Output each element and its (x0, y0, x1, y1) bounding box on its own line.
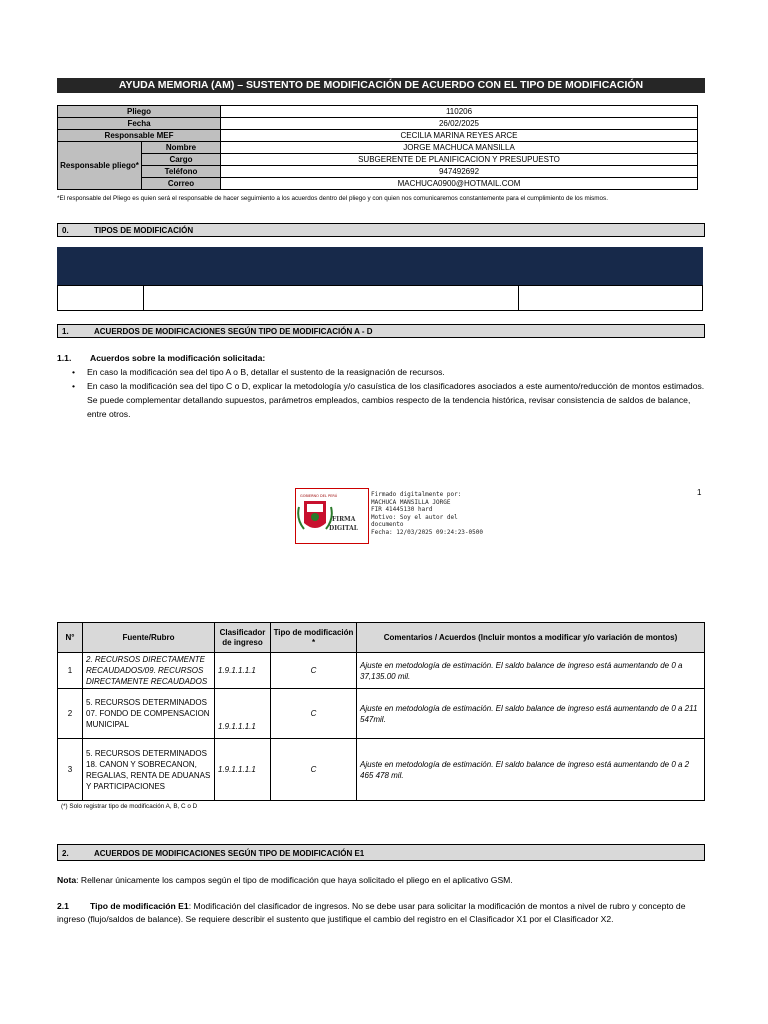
responsible-note: *El responsable del Pliego es quien será el responsable de hacer seguimiento a los acuerdos dentro del pliego y con quien nos comunicaremos constantemente para el cumplimiento de los mismos. (57, 195, 608, 202)
info-table (57, 105, 698, 190)
correo-value: MACHUCA0900@HOTMAIL.COM (221, 178, 698, 190)
digital-signature-text (371, 491, 491, 537)
info-row-resp-mef (58, 130, 698, 142)
row-tipo: C (271, 689, 357, 739)
row-fuente: 5. RECURSOS DETERMINADOS 07. FONDO DE COMPENSACION MUNICIPAL (83, 689, 215, 739)
signature-line: Firmado digitalmente por: (371, 491, 462, 498)
section-1-number: 1. (62, 327, 69, 336)
row-number: 2 (58, 689, 83, 739)
section-2-number: 2. (62, 849, 69, 858)
subsection-1-1-title: Acuerdos sobre la modificación solicitada: (90, 353, 266, 363)
row-number: 1 (58, 653, 83, 689)
telefono-label: Teléfono (142, 166, 221, 178)
pliego-value: 110206 (221, 106, 698, 118)
resp-mef-value: CECILIA MARINA REYES ARCE (221, 130, 698, 142)
info-row-fecha (58, 118, 698, 130)
subsection-2-1-label: Tipo de modificación E1 (90, 901, 189, 911)
table-footnote: (*) Solo registrar tipo de modificación A, B, C o D (61, 803, 198, 810)
row-tipo: C (271, 739, 357, 801)
modification-types-empty-row (57, 285, 703, 311)
column-divider (518, 286, 519, 311)
subsection-2-1-text: : Modificación del clasificador de ingresos. No se debe usar para solicitar la modificación de montos a nivel de rubro y concepto de ingreso (flujo/saldos de balance). Se requiere describir el sustento que justifique el cambio del registro en el Clasificador X1 por el Clasificador X2. (57, 901, 686, 924)
table-header-row (58, 623, 705, 653)
subsection-2-1-number: 2.1 (57, 901, 69, 911)
section-1-title: ACUERDOS DE MODIFICACIONES SEGÚN TIPO DE MODIFICACIÓN A - D (94, 327, 373, 336)
row-clasificador: 1.9.1.1.1.1 (215, 653, 271, 689)
row-clasificador: 1.9.1.1.1.1 (215, 689, 271, 739)
fecha-label: Fecha (58, 118, 221, 130)
info-row-cargo (58, 154, 698, 166)
list-item: • En caso la modificación sea del tipo C o D, explicar la metodología y/o casuística de los clasificadores asociados a este aumento/reducción de montos estimados. Se puede complementar detallando supuestos, parámetros empleados, cambios respecto de la tendencia histórica, revisar consistencia de saldos de balance, entre otros. (57, 379, 705, 421)
nombre-label: Nombre (142, 142, 221, 154)
peru-coat-of-arms-icon (296, 489, 368, 543)
fecha-value: 26/02/2025 (221, 118, 698, 130)
nota-text: : Rellenar únicamente los campos según el tipo de modificación que haya solicitado el pliego en el aplicativo GSM. (76, 875, 513, 885)
info-row-telefono (58, 166, 698, 178)
subsection-1-1-number: 1.1. (57, 353, 72, 363)
page-title: AYUDA MEMORIA (AM) – SUSTENTO DE MODIFICACIÓN DE ACUERDO CON EL TIPO DE MODIFICACIÓN (57, 78, 705, 93)
row-comentario: Ajuste en metodología de estimación. El saldo balance de ingreso está aumentando de 0 a 2 465 478 mil. (357, 739, 705, 801)
modification-types-header-band (57, 247, 703, 285)
nota-label: Nota (57, 875, 77, 885)
logo-firma-text: FIRMA (332, 516, 356, 523)
subsection-1-1-bullets (57, 365, 705, 421)
row-fuente: 2. RECURSOS DIRECTAMENTE RECAUDADOS/09. RECURSOS DIRECTAMENTE RECAUDADOS (83, 653, 215, 689)
section-2-header (57, 844, 705, 861)
subsection-2-1 (57, 900, 705, 926)
subsection-1-1-heading (57, 351, 705, 365)
col-header-n: N° (58, 623, 83, 653)
row-fuente: 5. RECURSOS DETERMINADOS 18. CANON Y SOBRECANON, REGALIAS, RENTA DE ADUANAS Y PARTICIPACIONES (83, 739, 215, 801)
section-2-title: ACUERDOS DE MODIFICACIONES SEGÚN TIPO DE MODIFICACIÓN E1 (94, 849, 365, 858)
list-item: • En caso la modificación sea del tipo A o B, detallar el sustento de la reasignación de recursos. (57, 365, 705, 379)
section-0-header (57, 223, 705, 237)
row-comentario: Ajuste en metodología de estimación. El saldo balance de ingreso está aumentando de 0 a 37,135.00 mil. (357, 653, 705, 689)
resp-pliego-label: Responsable pliego* (58, 142, 142, 190)
logo-top-text: GOBIERNO DEL PERÚ (300, 494, 338, 498)
subsection-1-1 (57, 351, 705, 421)
section-0-title: TIPOS DE MODIFICACIÓN (94, 226, 194, 235)
cargo-value: SUBGERENTE DE PLANIFICACION Y PRESUPUESTO (221, 154, 698, 166)
row-number: 3 (58, 739, 83, 801)
column-divider (143, 286, 144, 311)
info-row-pliego (58, 106, 698, 118)
cargo-label: Cargo (142, 154, 221, 166)
digital-signature-logo (295, 488, 369, 544)
modifications-table (57, 622, 705, 801)
logo-digital-text: DIGITAL (329, 525, 358, 532)
signature-line: Motivo: Soy el autor del (371, 513, 458, 521)
table-row (58, 653, 705, 689)
table-row (58, 739, 705, 801)
section-0-number: 0. (62, 226, 69, 235)
nombre-value: JORGE MACHUCA MANSILLA (221, 142, 698, 154)
section-1-header (57, 324, 705, 338)
correo-label: Correo (142, 178, 221, 190)
signature-line: MACHUCA MANSILLA JORGE (371, 498, 451, 506)
nota-paragraph (57, 873, 705, 887)
row-clasificador: 1.9.1.1.1.1 (215, 739, 271, 801)
col-header-fuente: Fuente/Rubro (83, 623, 215, 653)
row-comentario: Ajuste en metodología de estimación. El saldo balance de ingreso está aumentando de 0 a 211 547mil. (357, 689, 705, 739)
row-tipo: C (271, 653, 357, 689)
signature-line: FIR 41445130 hard (371, 506, 433, 514)
info-row-correo (58, 178, 698, 190)
info-row-nombre (58, 142, 698, 154)
table-row (58, 689, 705, 739)
col-header-tipo: Tipo de modificación * (271, 623, 357, 653)
resp-mef-label: Responsable MEF (58, 130, 221, 142)
signature-line: Fecha: 12/03/2025 09:24:23-0500 (371, 528, 483, 536)
pliego-label: Pliego (58, 106, 221, 118)
col-header-clasificador: Clasificador de ingreso (215, 623, 271, 653)
signature-line: documento (371, 521, 404, 529)
page-number: 1 (697, 488, 702, 497)
col-header-comentarios: Comentarios / Acuerdos (Incluir montos a modificar y/o variación de montos) (357, 623, 705, 653)
telefono-value: 947492692 (221, 166, 698, 178)
